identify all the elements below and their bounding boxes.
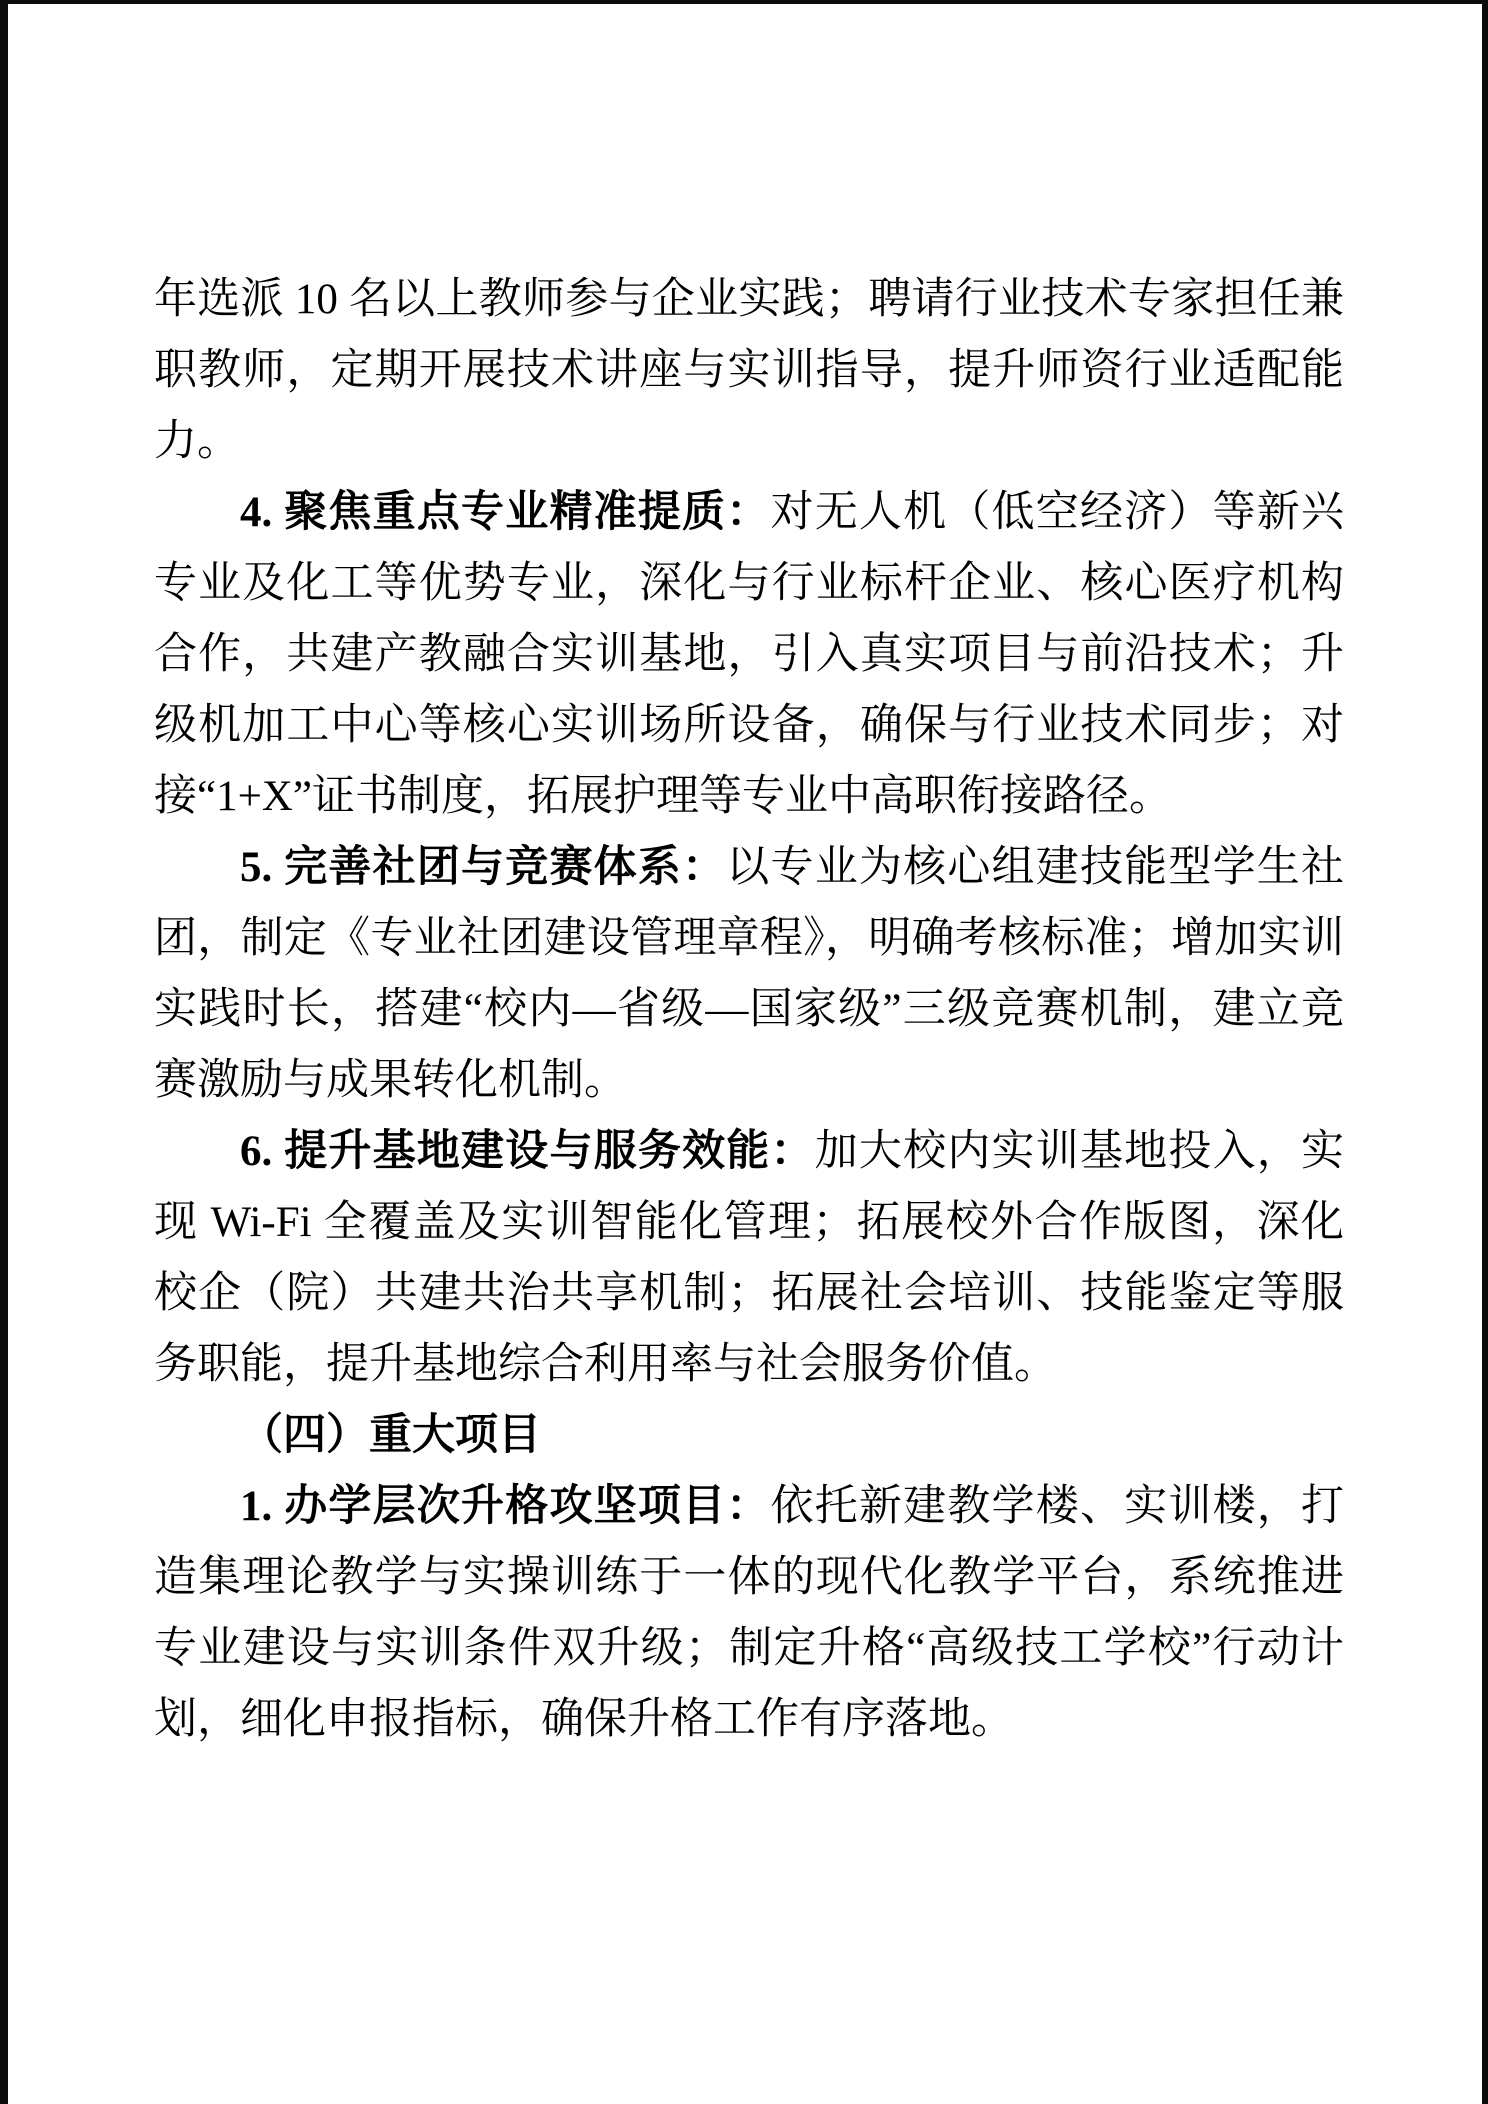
bold-text-run: （四）重大项目 xyxy=(240,1412,541,1459)
document-body xyxy=(154,4,1344,1755)
paragraph xyxy=(154,1471,1344,1755)
text-run: 以专业为核心组建技能型学生社团，制定《专业社团建设管理章程》，明确考核标准；增加实训实践时长，搭建“校内—省级—国家级”三级竞赛机制，建立竞赛激励与成果转化机制。 xyxy=(154,844,1345,1104)
paragraph xyxy=(154,477,1344,832)
paragraph xyxy=(154,264,1344,477)
document-page xyxy=(8,4,1482,2104)
text-run: 年选派 10 名以上教师参与企业实践；聘请行业技术专家担任兼职教师，定期开展技术讲座与实训指导，提升师资行业适配能力。 xyxy=(154,276,1344,465)
paragraph xyxy=(154,832,1344,1116)
text-run: 加大校内实训基地投入，实现 Wi-Fi 全覆盖及实训智能化管理；拓展校外合作版图，深化校企（院）共建共治共享机制；拓展社会培训、技能鉴定等服务职能，提升基地综合利用率与社会服务价值。 xyxy=(154,1128,1345,1388)
bold-text-run: 4. 聚焦重点专业精准提质： xyxy=(240,489,771,536)
bold-text-run: 6. 提升基地建设与服务效能： xyxy=(240,1128,815,1175)
bold-text-run: 1. 办学层次升格攻坚项目： xyxy=(240,1483,771,1530)
text-run: 对无人机（低空经济）等新兴专业及化工等优势专业，深化与行业标杆企业、核心医疗机构合作，共建产教融合实训基地，引入真实项目与前沿技术；升级机加工中心等核心实训场所设备，确保与行业技术同步；对接“1+X”证书制度，拓展护理等专业中高职衔接路径。 xyxy=(154,489,1344,820)
bold-text-run: 5. 完善社团与竞赛体系： xyxy=(240,844,727,891)
paragraph xyxy=(154,1116,1344,1400)
text-run: 依托新建教学楼、实训楼，打造集理论教学与实操训练于一体的现代化教学平台，系统推进专业建设与实训条件双升级；制定升格“高级技工学校”行动计划，细化申报指标，确保升格工作有序落地。 xyxy=(154,1483,1344,1743)
section-heading xyxy=(154,1400,1344,1471)
